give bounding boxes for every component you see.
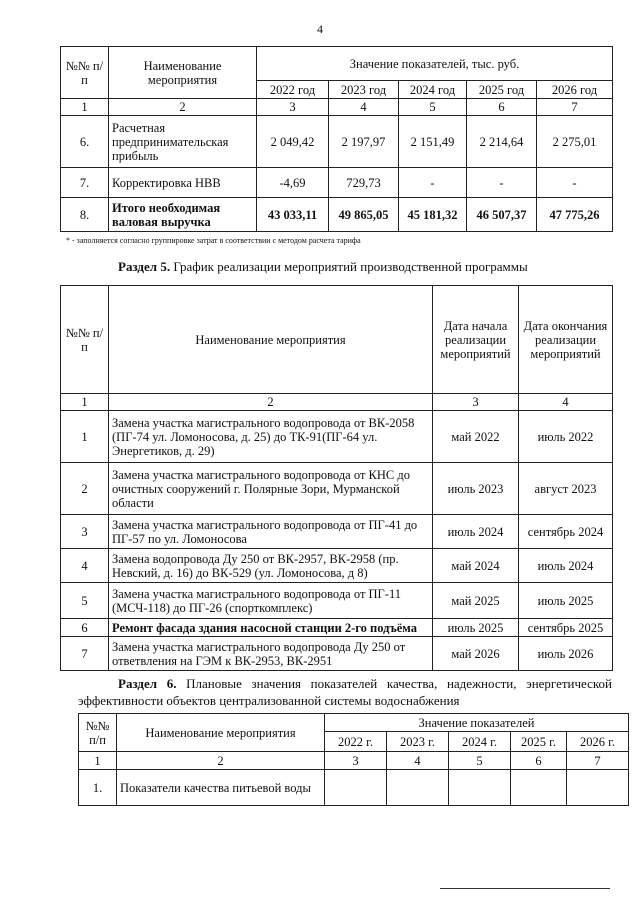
- row-end: июль 2024: [519, 549, 613, 583]
- header-year: 2024 г.: [449, 732, 511, 752]
- row-name: Замена участка магистрального водопровода Ду 250 от ответвления на ГЭМ к ВК-2953, ВК-2951: [109, 637, 433, 671]
- row-name: Замена участка магистрального водопровода от КНС до очистных сооружений г. Полярные Зори, Мурманской области: [109, 463, 433, 515]
- header-num: №№ п/п: [61, 286, 109, 394]
- index-cell: 4: [519, 394, 613, 411]
- row-name: Ремонт фасада здания насосной станции 2-го подъёма: [109, 619, 433, 637]
- table-row: [61, 515, 613, 549]
- header-values: Значение показателей: [325, 714, 629, 732]
- table-row: [61, 619, 613, 637]
- table-row: [61, 583, 613, 619]
- header-year: 2022 г.: [325, 732, 387, 752]
- row-num: 5: [61, 583, 109, 619]
- row-value: -: [467, 168, 537, 198]
- row-name: Итого необходимая валовая выручка: [109, 198, 257, 232]
- index-cell: 3: [257, 99, 329, 116]
- table-row: [61, 637, 613, 671]
- row-num: 6.: [61, 116, 109, 168]
- row-end: август 2023: [519, 463, 613, 515]
- row-name: Показатели качества питьевой воды: [117, 770, 325, 806]
- table-row-total: [61, 198, 613, 232]
- row-num: 7.: [61, 168, 109, 198]
- row-num: 8.: [61, 198, 109, 232]
- row-value: 2 151,49: [399, 116, 467, 168]
- index-cell: 5: [449, 752, 511, 770]
- header-year: 2024 год: [399, 81, 467, 99]
- header-num: №№ п/п: [61, 47, 109, 99]
- row-end: июль 2022: [519, 411, 613, 463]
- row-num: 2: [61, 463, 109, 515]
- row-name: Замена участка магистрального водопровода от ВК-2058 (ПГ-74 ул. Ломоносова, д. 25) до ТК-91(ПГ-64 ул. Энергетиков, д. 29): [109, 411, 433, 463]
- header-name: Наименование мероприятия: [109, 47, 257, 99]
- row-value: -4,69: [257, 168, 329, 198]
- row-value: -: [537, 168, 613, 198]
- row-value: 43 033,11: [257, 198, 329, 232]
- row-value: -: [399, 168, 467, 198]
- index-cell: 4: [387, 752, 449, 770]
- row-num: 6: [61, 619, 109, 637]
- row-name: Корректировка НВВ: [109, 168, 257, 198]
- header-name: Наименование мероприятия: [117, 714, 325, 752]
- section5-label: Раздел 5.: [118, 259, 171, 274]
- row-value: 46 507,37: [467, 198, 537, 232]
- row-value: [511, 770, 567, 806]
- row-name: Замена участка магистрального водопровода от ПГ-11 (МСЧ-118) до ПГ-26 (спорткомплекс): [109, 583, 433, 619]
- row-start: май 2022: [433, 411, 519, 463]
- table-row: [61, 463, 613, 515]
- header-year: 2023 год: [329, 81, 399, 99]
- header-year: 2025 г.: [511, 732, 567, 752]
- row-value: [567, 770, 629, 806]
- row-end: июль 2025: [519, 583, 613, 619]
- index-cell: 2: [117, 752, 325, 770]
- row-value: [387, 770, 449, 806]
- table-row: [61, 116, 613, 168]
- header-year: 2026 г.: [567, 732, 629, 752]
- row-start: май 2024: [433, 549, 519, 583]
- header-year: 2022 год: [257, 81, 329, 99]
- row-name: Замена водопровода Ду 250 от ВК-2957, ВК-2958 (пр. Невский, д. 16) до ВК-529 (ул. Ломоносова, д 8): [109, 549, 433, 583]
- footnote: * - заполняется согласно группировке затрат в соответствии с методом расчета тарифа: [66, 236, 361, 245]
- index-cell: 2: [109, 99, 257, 116]
- row-start: июль 2024: [433, 515, 519, 549]
- quality-indicators-table: [78, 713, 629, 806]
- header-year: 2025 год: [467, 81, 537, 99]
- index-cell: 2: [109, 394, 433, 411]
- row-value: 2 197,97: [329, 116, 399, 168]
- header-year: 2026 год: [537, 81, 613, 99]
- row-value: [449, 770, 511, 806]
- index-cell: 3: [433, 394, 519, 411]
- header-num: №№ п/п: [79, 714, 117, 752]
- index-cell: 7: [567, 752, 629, 770]
- table-row: [79, 770, 629, 806]
- index-cell: 4: [329, 99, 399, 116]
- row-value: 45 181,32: [399, 198, 467, 232]
- row-value: 729,73: [329, 168, 399, 198]
- section6-heading: [78, 675, 612, 709]
- schedule-table: [60, 285, 613, 671]
- row-num: 3: [61, 515, 109, 549]
- row-num: 7: [61, 637, 109, 671]
- row-start: май 2026: [433, 637, 519, 671]
- bottom-divider: [440, 888, 610, 889]
- row-value: [325, 770, 387, 806]
- row-end: сентябрь 2025: [519, 619, 613, 637]
- section5-title: График реализации мероприятий производственной программы: [173, 259, 528, 274]
- row-value: 2 275,01: [537, 116, 613, 168]
- table-row: [61, 411, 613, 463]
- row-value: 2 214,64: [467, 116, 537, 168]
- row-value: 49 865,05: [329, 198, 399, 232]
- section5-heading: [118, 259, 528, 275]
- header-start: Дата начала реализации мероприятий: [433, 286, 519, 394]
- header-name: Наименование мероприятия: [109, 286, 433, 394]
- section6-title: Плановые значения показателей качества, надежности, энергетической эффективности объектов централизованной системы водоснабжения: [78, 676, 613, 708]
- section6-label: Раздел 6.: [118, 676, 177, 691]
- row-name: Замена участка магистрального водопровода от ПГ-41 до ПГ-57 по ул. Ломоносова: [109, 515, 433, 549]
- row-start: июль 2025: [433, 619, 519, 637]
- row-value: 47 775,26: [537, 198, 613, 232]
- financial-indicators-table: [60, 46, 613, 232]
- table-row: [61, 549, 613, 583]
- page-number: 4: [317, 22, 323, 36]
- index-cell: 7: [537, 99, 613, 116]
- row-end: июль 2026: [519, 637, 613, 671]
- index-cell: 3: [325, 752, 387, 770]
- header-end: Дата окончания реализации мероприятий: [519, 286, 613, 394]
- index-cell: 5: [399, 99, 467, 116]
- header-values: Значение показателей, тыс. руб.: [257, 47, 613, 81]
- row-name: Расчетная предпринимательская прибыль: [109, 116, 257, 168]
- header-year: 2023 г.: [387, 732, 449, 752]
- index-cell: 1: [61, 394, 109, 411]
- row-start: июль 2023: [433, 463, 519, 515]
- row-value: 2 049,42: [257, 116, 329, 168]
- index-cell: 6: [511, 752, 567, 770]
- index-cell: 1: [61, 99, 109, 116]
- row-num: 1.: [79, 770, 117, 806]
- row-num: 4: [61, 549, 109, 583]
- row-start: май 2025: [433, 583, 519, 619]
- row-num: 1: [61, 411, 109, 463]
- table-row: [61, 168, 613, 198]
- index-cell: 6: [467, 99, 537, 116]
- index-cell: 1: [79, 752, 117, 770]
- row-end: сентябрь 2024: [519, 515, 613, 549]
